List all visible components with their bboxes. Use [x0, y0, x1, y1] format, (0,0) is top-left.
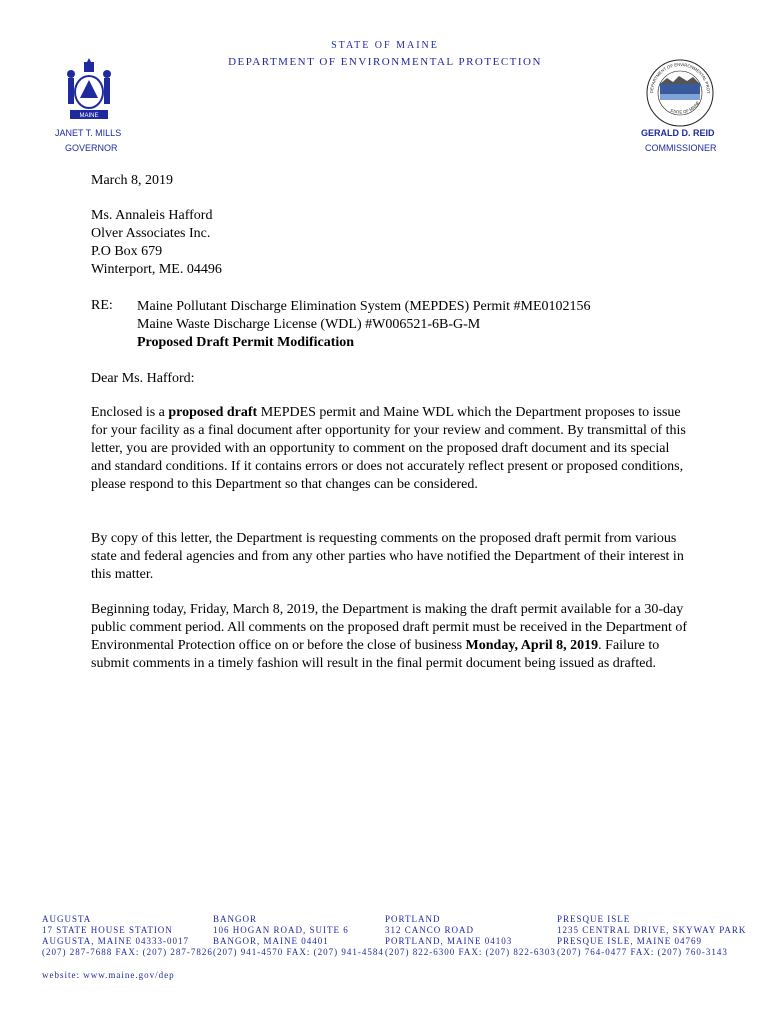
- office-phone: (207) 764-0477 FAX: (207) 760-3143: [557, 947, 728, 957]
- office-street: 17 STATE HOUSE STATION: [42, 925, 173, 935]
- re-line-title: Proposed Draft Permit Modification: [137, 335, 355, 350]
- recipient-company: Olver Associates Inc.: [91, 226, 211, 241]
- office-augusta: [42, 914, 213, 958]
- recipient-city: Winterport, ME. 04496: [91, 262, 222, 277]
- dep-logo-top-text: DEPARTMENT OF ENVIRONMENTAL PROT: [648, 61, 712, 94]
- governor-name: JANET T. MILLS: [55, 128, 122, 138]
- letter-date: March 8, 2019: [91, 173, 174, 188]
- commissioner-title: COMMISSIONER: [645, 143, 717, 153]
- dep-logo-icon: [645, 58, 715, 128]
- paragraph-enclosed: Enclosed is a proposed draft MEPDES permit and Maine WDL which the Department proposes to issue for your facility as a final document after opportunity for your review and comment. By transmittal of this letter, you are provided with an opportunity to comment on the proposed draft document and its special and standard conditions. If it contains errors or does not accurately reflect present or proposed conditions, please respond to this Department so that changes can be considered.: [91, 405, 686, 492]
- office-citystate: BANGOR, MAINE 04401: [213, 936, 329, 946]
- office-street: 1235 CENTRAL DRIVE, SKYWAY PARK: [557, 925, 747, 935]
- paragraph-agencies: By copy of this letter, the Department is requesting comments on the proposed draft permit from various state and federal agencies and from any other parties who have notified the Department of their interest in this matter.: [91, 531, 684, 582]
- office-phone: (207) 287-7688 FAX: (207) 287-7826: [42, 947, 213, 957]
- header-department: DEPARTMENT OF ENVIRONMENTAL PROTECTION: [228, 56, 542, 68]
- office-city: PORTLAND: [385, 914, 441, 924]
- office-portland: [385, 914, 556, 958]
- re-label: RE:: [91, 298, 113, 313]
- recipient-po-box: P.O Box 679: [91, 244, 163, 259]
- re-line-license: Maine Waste Discharge License (WDL) #W006521-6B-G-M: [137, 317, 481, 332]
- state-seal-icon: [60, 58, 118, 122]
- seal-text: MAINE: [79, 113, 99, 119]
- paragraph-comment-period: Beginning today, Friday, March 8, 2019, the Department is making the draft permit available for a 30-day public comment period. All comments on the proposed draft permit must be received in the Department of Environmental Protection office on or before the close of business Monday, April 8, 2019. Failure to submit comments in a timely fashion will result in the final permit document being issued as drafted.: [91, 602, 688, 671]
- office-phone: (207) 941-4570 FAX: (207) 941-4584: [213, 947, 384, 957]
- office-presque-isle: [557, 914, 746, 958]
- recipient-name: Ms. Annaleis Hafford: [91, 208, 213, 223]
- svg-text:STATE OF MAINE: [669, 100, 700, 115]
- office-bangor: [213, 914, 384, 958]
- office-phone: (207) 822-6300 FAX: (207) 822-6303: [385, 947, 556, 957]
- office-city: AUGUSTA: [42, 914, 92, 924]
- header-state: STATE OF MAINE: [331, 40, 439, 51]
- salutation: Dear Ms. Hafford:: [91, 371, 195, 386]
- office-citystate: PORTLAND, MAINE 04103: [385, 936, 513, 946]
- re-subject: [137, 298, 591, 352]
- office-street: 312 CANCO ROAD: [385, 925, 475, 935]
- website-link[interactable]: website: www.maine.gov/dep: [42, 970, 175, 980]
- governor-title: GOVERNOR: [65, 143, 118, 153]
- recipient-address: [91, 207, 222, 279]
- office-citystate: AUGUSTA, MAINE 04333-0017: [42, 936, 190, 946]
- office-street: 106 HOGAN ROAD, SUITE 6: [213, 925, 349, 935]
- office-city: BANGOR: [213, 914, 258, 924]
- commissioner-name: GERALD D. REID: [641, 128, 715, 138]
- re-line-permit: Maine Pollutant Discharge Elimination System (MEPDES) Permit #ME0102156: [137, 299, 591, 314]
- dep-logo-bottom-text: STATE OF MAINE: [669, 100, 701, 115]
- office-city: PRESQUE ISLE: [557, 914, 631, 924]
- office-citystate: PRESQUE ISLE, MAINE 04769: [557, 936, 703, 946]
